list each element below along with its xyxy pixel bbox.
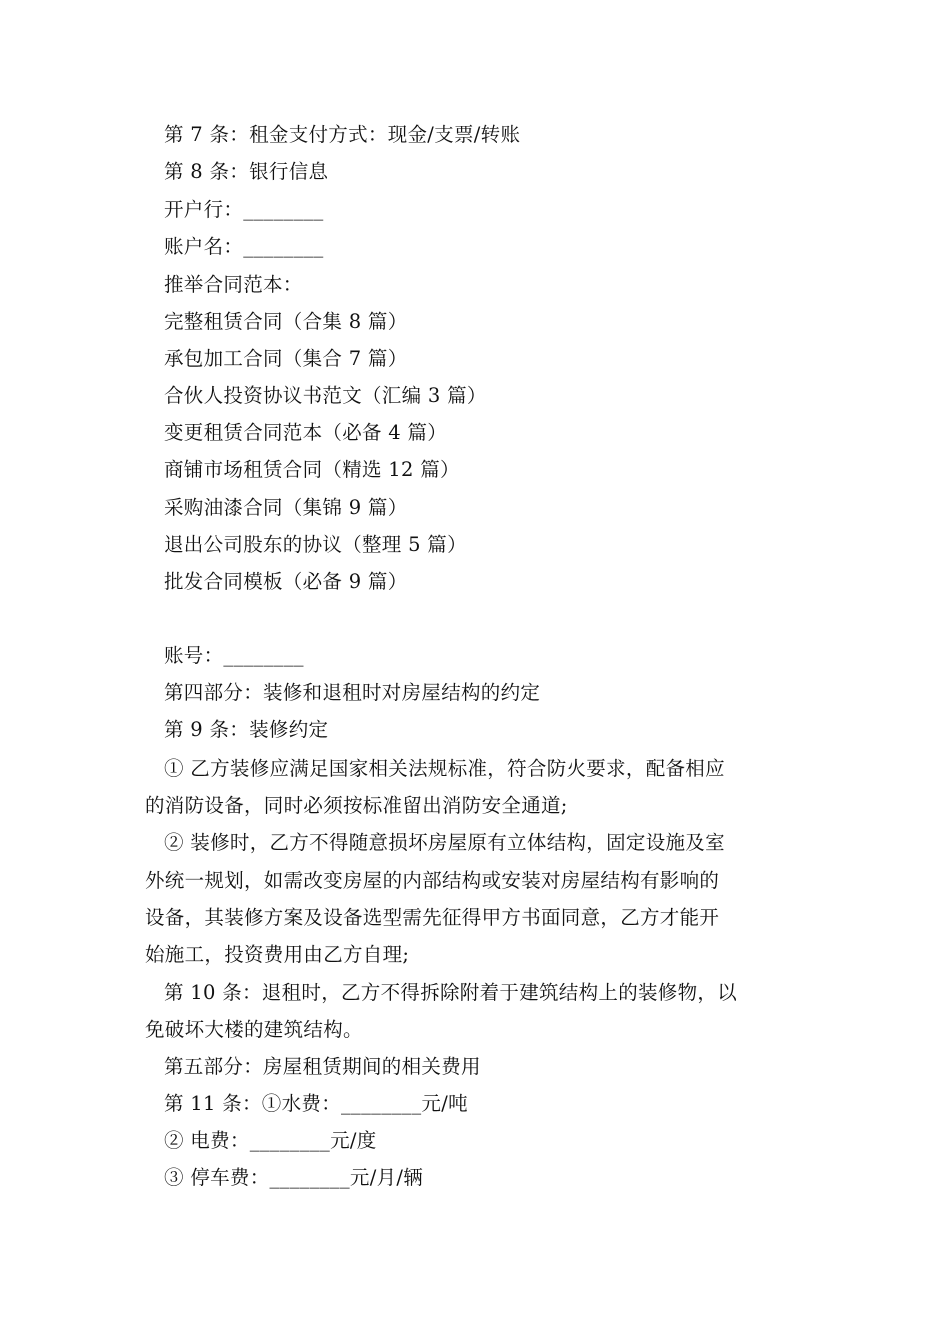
account-number-field: 账号：________ bbox=[164, 644, 304, 667]
article-10-line-2: 免破坏大楼的建筑结构。 bbox=[145, 1018, 363, 1041]
template-link-7[interactable]: 退出公司股东的协议（整理 5 篇） bbox=[164, 533, 467, 556]
template-link-5[interactable]: 商铺市场租赁合同（精选 12 篇） bbox=[164, 458, 460, 481]
clause-9-2-line-2: 外统一规划，如需改变房屋的内部结构或安装对房屋结构有影响的 bbox=[145, 869, 720, 892]
template-link-2[interactable]: 承包加工合同（集合 7 篇） bbox=[164, 347, 408, 370]
part-4-heading: 第四部分：装修和退租时对房屋结构的约定 bbox=[164, 681, 541, 704]
part-5-heading: 第五部分：房屋租赁期间的相关费用 bbox=[164, 1055, 481, 1078]
electricity-fee: ② 电费：________元/度 bbox=[164, 1129, 377, 1152]
article-9-heading: 第 9 条：装修约定 bbox=[164, 718, 329, 741]
article-11-water-fee: 第 11 条：①水费：________元/吨 bbox=[164, 1092, 468, 1115]
template-link-4[interactable]: 变更租赁合同范本（必备 4 篇） bbox=[164, 421, 448, 444]
article-8-bank-info: 第 8 条：银行信息 bbox=[164, 160, 329, 183]
article-7-payment-method: 第 7 条：租金支付方式：现金/支票/转账 bbox=[164, 123, 521, 146]
clause-9-1-line-1: ① 乙方装修应满足国家相关法规标准，符合防火要求，配备相应 bbox=[164, 757, 725, 780]
article-10-line-1: 第 10 条：退租时，乙方不得拆除附着于建筑结构上的装修物，以 bbox=[164, 981, 738, 1004]
clause-9-2-line-1: ② 装修时，乙方不得随意损坏房屋原有立体结构，固定设施及室 bbox=[164, 831, 725, 854]
parking-fee: ③ 停车费：________元/月/辆 bbox=[164, 1166, 424, 1189]
clause-9-1-line-2: 的消防设备，同时必须按标准留出消防安全通道; bbox=[145, 794, 568, 817]
account-name-field: 账户名：________ bbox=[164, 235, 324, 258]
template-link-8[interactable]: 批发合同模板（必备 9 篇） bbox=[164, 570, 408, 593]
template-link-3[interactable]: 合伙人投资协议书范文（汇编 3 篇） bbox=[164, 384, 487, 407]
bank-name-field: 开户行：________ bbox=[164, 198, 324, 221]
template-link-1[interactable]: 完整租赁合同（合集 8 篇） bbox=[164, 310, 408, 333]
clause-9-2-line-3: 设备，其装修方案及设备选型需先征得甲方书面同意，乙方才能开 bbox=[145, 906, 720, 929]
template-link-6[interactable]: 采购油漆合同（集锦 9 篇） bbox=[164, 496, 408, 519]
clause-9-2-line-4: 始施工，投资费用由乙方自理; bbox=[145, 943, 410, 966]
recommended-templates-heading: 推举合同范本： bbox=[164, 273, 303, 296]
